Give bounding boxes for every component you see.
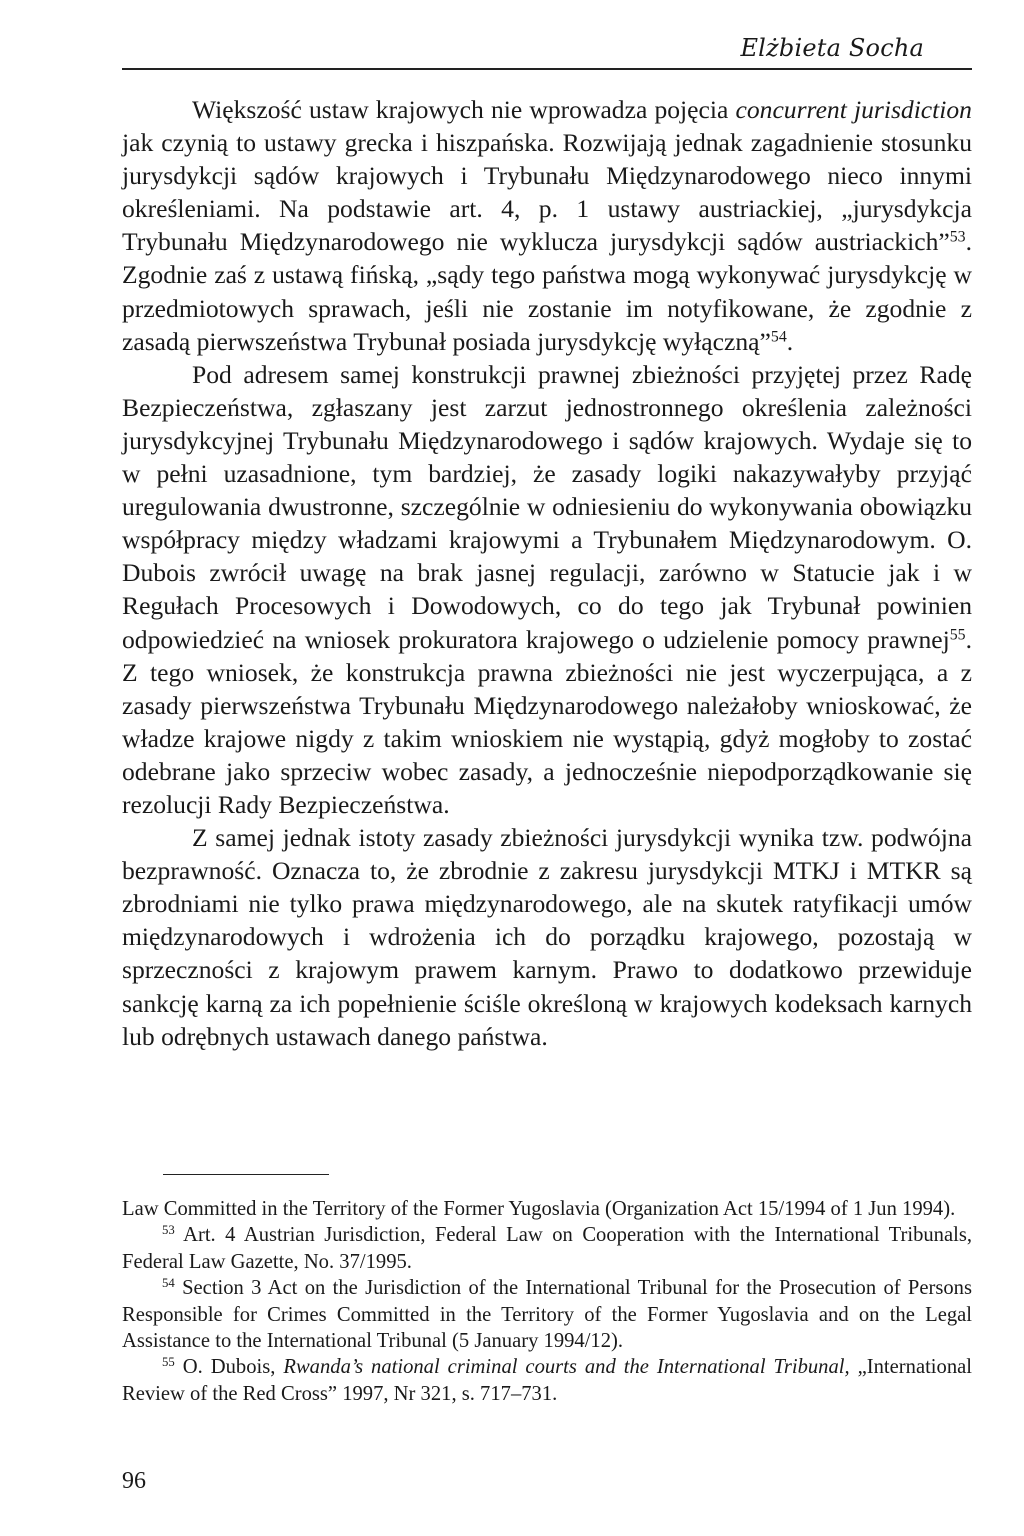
footnote-number: 53 <box>162 1223 175 1238</box>
italic-term: concurrent jurisdiction <box>735 95 972 124</box>
header-author: Elżbieta Socha <box>740 34 924 62</box>
text-run: Pod adresem samej konstrukcji prawnej zbieżności przyjętej przez Radę Bezpieczeństwa, zgłaszany jest zarzut jednostronnego określenia zależności jurysdykcyjnej Trybunału Międzynarodowego i sądów krajowych. Wydaje się to w pełni uzasadnione, tym bardziej, że zasady logiki nakazywałyby przyjąć uregulowania dwustronne, szczególnie w odniesieniu do wykonywania obowiązku współpracy między władzami krajowymi a Trybunałem Międzynarodowym. O. Dubois zwrócił uwagę na brak jasnej regulacji, zarówno w Statucie jak i w Regułach Procesowych i Dowodowych, co do tego jak Trybunał powinien odpowiedzieć na wniosek prokuratora krajowego o udzielenie pomocy prawnej <box>122 359 972 654</box>
running-header <box>122 30 972 70</box>
footnote-title: Rwanda’s national criminal courts and the International Tribunal, <box>283 1356 850 1379</box>
paragraph-2 <box>122 358 972 821</box>
footnote-number: 54 <box>162 1276 175 1291</box>
footnote-54 <box>122 1275 972 1354</box>
footnote-text: „International Review of the Red Cross” 1997, Nr 321, s. 717–731. <box>122 1356 972 1405</box>
footnote-text: Section 3 Act on the Jurisdiction of the International Tribunal for the Prosecution of Persons Responsible for Crimes Committed in the Territory of the Former Yugoslavia and on the Legal Assistance to the International Tribunal (5 January 1994/12). <box>122 1277 972 1353</box>
footnote-rule <box>163 1174 329 1175</box>
text-run: . <box>786 326 794 356</box>
footnote-text: O. Dubois, <box>174 1356 284 1379</box>
paragraph-1 <box>122 93 972 358</box>
footnote-53 <box>122 1222 972 1275</box>
footnotes <box>122 1196 972 1407</box>
text-run: . Zgodnie zaś z ustawą fińską, „sądy tego państwa mogą wykonywać jurysdykcję w przedmiotowych sprawach, jeśli nie zostanie im notyfikowane, że zgodnie z zasadą pierwszeństwa Trybunał posiada jurysdykcję wyłączną” <box>122 227 972 356</box>
header-rule <box>122 68 972 70</box>
page-number: 96 <box>122 1468 146 1494</box>
footnote-number: 55 <box>162 1355 175 1370</box>
footnote-continuation: Law Committed in the Territory of the Former Yugoslavia (Organization Act 15/1994 of 1 Jun 1994). <box>122 1198 956 1220</box>
main-text <box>122 93 972 1053</box>
footnote-text: Art. 4 Austrian Jurisdiction, Federal Law on Cooperation with the International Tribunals, Federal Law Gazette, No. 37/1995. <box>122 1224 972 1273</box>
footnote-55 <box>122 1354 972 1407</box>
text-run: Większość ustaw krajowych nie wprowadza pojęcia <box>192 95 736 124</box>
text-run: jak czynią to ustawy grecka i hiszpańska. Rozwijają jednak zagadnienie stosunku jurysdykcji sądów krajowych i Trybunału Międzynarodowego nieco innymi określeniami. Na podstawie art. 4, p. 1 ustawy austriackiej, „jurysdykcja Trybunału Międzynarodowego nie wyklucza jurysdykcji sądów austriackich” <box>122 128 972 257</box>
text-run: . Z tego wniosek, że konstrukcja prawna zbieżności nie jest wyczerpująca, a z zasady pierwszeństwa Trybunału Międzynarodowego należałoby wnioskować, że władze krajowe nigdy z takim wnioskiem nie wystąpią, gdyż mogłoby to zostać odebrane jako sprzeciw wobec zasady, a jednocześnie niepodporządkowanie się rezolucji Rady Bezpieczeństwa. <box>122 624 972 819</box>
footnote-ref-54[interactable]: 54 <box>770 327 787 345</box>
text-run: Z samej jednak istoty zasady zbieżności jurysdykcji wynika tzw. podwójna bezprawność. Oznacza to, że zbrodnie z zakresu jurysdykcji MTKJ i MTKR są zbrodniami nie tylko prawa międzynarodowego, ale na skutek ratyfikacji umów międzynarodowych i wdrożenia ich do porządku krajowego, pozostają w sprzeczności z krajowym prawem karnym. Prawo to dodatkowo przewiduje sankcję karną za ich popełnienie ściśle określoną w krajowych kodeksach karnych lub odrębnych ustawach danego państwa. <box>122 823 972 1051</box>
footnote-ref-53[interactable]: 53 <box>949 228 966 246</box>
paragraph-3 <box>122 821 972 1053</box>
footnote-ref-55[interactable]: 55 <box>949 625 966 643</box>
